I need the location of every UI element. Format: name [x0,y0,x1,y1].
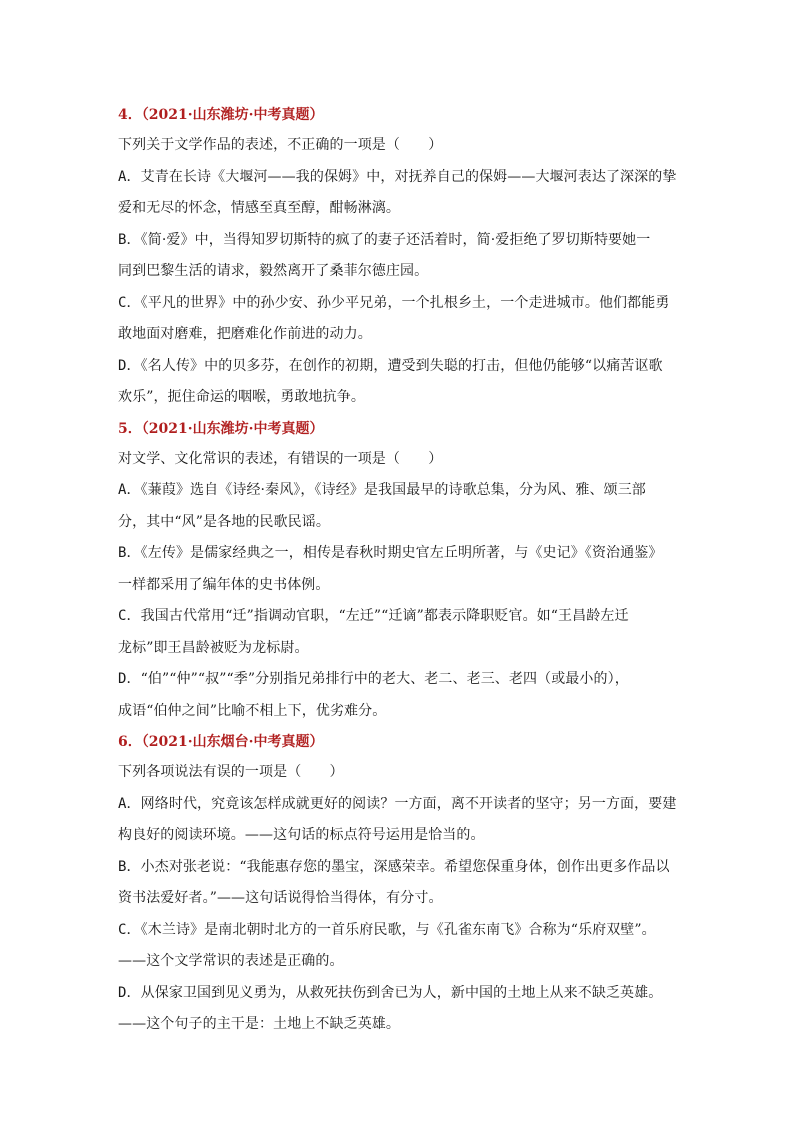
option-text: 《平凡的世界》中的孙少安、孙少平兄弟，一个扎根乡土，一个走进城市。他们都能勇 [140,294,670,311]
option-line: 一样都采用了编年体的史书体例。 [118,576,330,593]
option-b [118,225,688,288]
option-a [118,789,688,852]
option-line: 同到巴黎生活的请求，毅然离开了桑菲尔德庄园。 [118,263,429,279]
option-line [118,664,688,696]
question-5 [118,414,688,728]
option-d [118,664,688,727]
option-b [118,852,688,915]
option-text: 《左传》是儒家经典之一，相传是春秋时期史官左丘明所著，与《史记》《资治通鉴》 [140,545,663,561]
option-d [118,978,688,1041]
option-letter: D． [118,357,141,374]
question-header: 4．（2021·山东潍坊·中考真题） [118,107,324,123]
option-letter: B． [118,231,141,248]
option-a [118,475,688,538]
option-line: 分，其中“风”是各地的民歌民谣。 [118,513,330,530]
document-page [118,100,688,1041]
option-a [118,162,688,225]
option-line: 成语“伯仲之间”比喻不相上下，优劣难分。 [118,702,387,719]
option-line: 爱和无尽的怀念，情感至真至醇，酣畅淋漓。 [118,200,400,216]
option-line [118,162,688,194]
option-c [118,601,688,664]
option-letter: C． [118,294,141,311]
option-line: ——这个句子的主干是：土地上不缺乏英雄。 [118,1016,400,1032]
option-letter: B． [118,858,141,875]
option-line [118,288,688,320]
option-text: 《木兰诗》是南北朝时北方的一首乐府民歌，与《孔雀东南飞》合称为“乐府双壁”。 [140,921,656,938]
question-stem: 下列关于文学作品的表述，不正确的一项是（ ） [118,137,443,153]
question-header: 5．（2021·山东潍坊·中考真题） [118,420,324,437]
option-line [118,789,688,821]
option-line [118,915,688,947]
option-d [118,351,688,414]
option-line: ——这个文学常识的表述是正确的。 [118,953,344,969]
option-text: 从保家卫国到见义勇为，从救死扶伤到舍已为人，新中国的土地上从来不缺乏英雄。 [140,984,663,1001]
option-line [118,351,688,383]
option-text: 我国古代常用“迁”指调动官职，“左迁”“迁谪”都表示降职贬官。如“王昌龄左迁 [140,608,629,624]
option-letter: D． [118,671,141,687]
option-line: 资书法爱好者。”——这句话说得恰当得体，有分寸。 [118,890,443,906]
question-6 [118,727,688,1041]
option-letter: C． [118,608,141,624]
option-letter: B． [118,545,141,561]
question-stem: 下列各项说法有误的一项是（ ） [118,764,344,780]
option-letter: A． [118,168,141,185]
option-text: 小杰对张老说：“我能惠存您的墨宝，深感荣幸。希望您保重身体，创作出更多作品以 [140,858,670,875]
option-line [118,475,688,507]
option-letter: A． [118,795,141,812]
option-line: 欢乐”，扼住命运的咽喉，勇敢地抗争。 [118,389,365,405]
option-text: 网络时代，究竟该怎样成就更好的阅读？一方面，离不开读者的坚守；另一方面，要建 [140,795,677,812]
option-b [118,538,688,601]
option-line [118,538,688,570]
option-letter: A． [118,482,141,498]
question-4 [118,100,688,414]
option-line [118,601,688,633]
option-text: 《名人传》中的贝多芬，在创作的初期，遭受到失聪的打击，但他仍能够“以痛苦讴歌 [140,357,663,374]
option-line: 构良好的阅读环境。——这句话的标点符号运用是恰当的。 [118,827,485,843]
question-header: 6．（2021·山东烟台·中考真题） [118,734,324,750]
option-text: 艾青在长诗《大堰河——我的保姆》中，对抚养自己的保姆——大堰河表达了深深的挚 [140,168,677,185]
option-line: 敢地面对磨难，把磨难化作前进的动力。 [118,326,372,342]
question-stem: 对文学、文化常识的表述，有错误的一项是（ ） [118,450,443,467]
option-text: “伯”“仲”“叔”“季”分别指兄弟排行中的老大、老二、老三、老四（或最小的）， [140,671,629,687]
option-line [118,225,688,257]
option-line [118,852,688,884]
option-text: 《简·爱》中，当得知罗切斯特的疯了的妻子还活着时，简·爱拒绝了罗切斯特要她一 [140,231,651,248]
option-c [118,915,688,978]
option-text: 《蒹葭》选自《诗经·秦风》，《诗经》是我国最早的诗歌总集，分为风、雅、颂三部 [140,482,646,498]
option-line [118,978,688,1010]
option-letter: D． [118,984,141,1001]
option-letter: C． [118,921,141,938]
option-line: 龙标”即王昌龄被贬为龙标尉。 [118,639,309,656]
option-c [118,288,688,351]
